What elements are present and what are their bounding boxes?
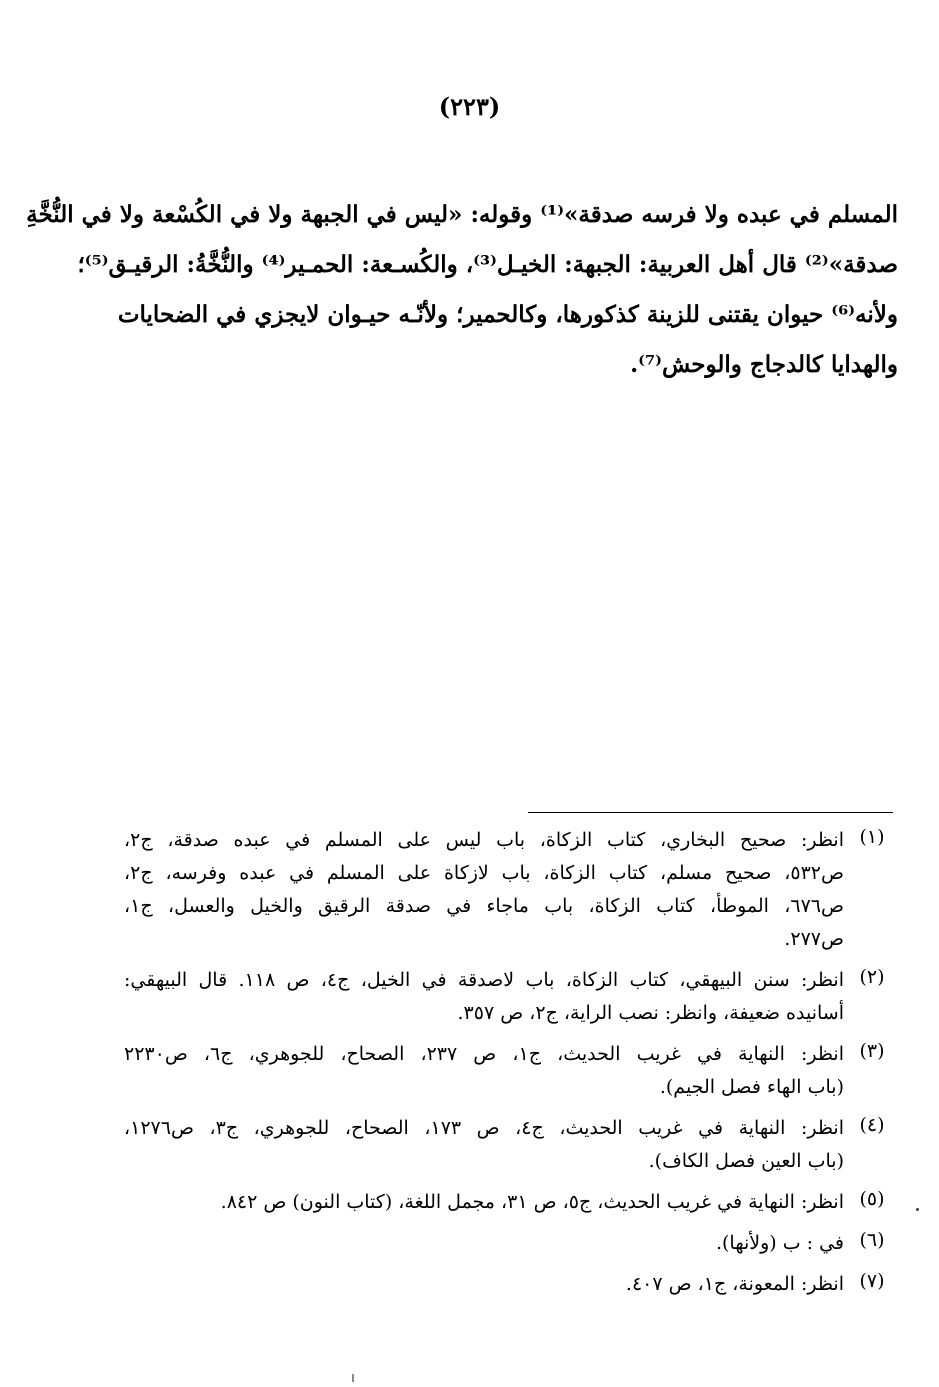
footnote-text bbox=[124, 1106, 844, 1178]
footnote-line: (باب الهاء فصل الجيم). bbox=[659, 1076, 844, 1098]
footnote-text bbox=[124, 958, 844, 1030]
footnote-1 bbox=[124, 818, 900, 956]
footnote-text bbox=[124, 1180, 844, 1219]
footnote-number: (٤) bbox=[859, 1114, 885, 1136]
footnote-number: (٥) bbox=[859, 1188, 885, 1210]
margin-dot bbox=[916, 1208, 919, 1211]
footnote-number: (٢) bbox=[859, 966, 885, 988]
footnote-line: أسانيده ضعيفة، وانظر: نصب الراية، ج٢، ص ٣٥٧. bbox=[457, 1002, 844, 1024]
footnote-4 bbox=[124, 1106, 900, 1178]
footnote-2 bbox=[124, 958, 900, 1030]
main-text-line: ولأنه⁽⁶⁾ حيوان يقتنى للزينة كذكورها، وكالحمير؛ ولأنّـه حيـوان لايجزي في الضحايات bbox=[117, 301, 898, 328]
footnote-number: (١) bbox=[859, 826, 885, 848]
footnote-text bbox=[124, 1221, 844, 1260]
footnote-line: انظر: النهاية في غريب الحديث، ج٥، ص ٣١، مجمل اللغة، (كتاب النون) ص ٨٤٢. bbox=[220, 1191, 844, 1213]
footnote-line: ص٢٧٧. bbox=[784, 928, 844, 950]
footnote-text bbox=[124, 1262, 844, 1301]
footnote-text bbox=[124, 1032, 844, 1104]
scan-speck bbox=[352, 1374, 354, 1382]
main-text bbox=[26, 194, 898, 394]
main-text-line: صدقة»⁽²⁾ قال أهل العربية: الجبهة: الخيـل⁽³⁾، والكُسـعة: الحمـير⁽⁴⁾ والنُّخَّةُ: الرقيـق⁽⁵⁾؛ bbox=[77, 251, 898, 278]
main-text-line: المسلم في عبده ولا فرسه صدقة»⁽¹⁾ وقوله: «ليس في الجبهة ولا في الكُسْعة ولا في النُّخَّةِ bbox=[26, 201, 898, 228]
footnote-line: ص٥٣٢، صحيح مسلم، كتاب الزكاة، باب لازكاة على المسلم في عبده وفرسه، ج٢، bbox=[124, 862, 844, 884]
footnote-line: في : ب (ولأنها). bbox=[715, 1232, 844, 1254]
footnote-line: (باب العين فصل الكاف). bbox=[648, 1150, 844, 1172]
footnote-number: (٦) bbox=[859, 1229, 885, 1251]
footnote-7 bbox=[124, 1262, 900, 1301]
footnote-text bbox=[124, 818, 844, 956]
page-number: (٢٢٣) bbox=[438, 92, 501, 121]
footnote-line: انظر: سنن البيهقي، كتاب الزكاة، باب لاصدقة في الخيل، ج٤، ص ١١٨. قال البيهقي: bbox=[124, 969, 845, 991]
footnote-line: انظر: صحيح البخاري، كتاب الزكاة، باب ليس على المسلم في عبده صدقة، ج٢، bbox=[124, 829, 844, 851]
footnote-line: ص٦٧٦، الموطأ، كتاب الزكاة، باب ماجاء في صدقة الرقيق والخيل والعسل، ج١، bbox=[124, 895, 844, 917]
footnote-line: انظر: النهاية في غريب الحديث، ج١، ص ٢٣٧، الصحاح، للجوهري، ج٦، ص٢٢٣٠ bbox=[124, 1043, 844, 1065]
footnote-line: انظر: النهاية في غريب الحديث، ج٤، ص ١٧٣، الصحاح، للجوهري، ج٣، ص١٢٧٦، bbox=[124, 1117, 844, 1139]
footnote-3 bbox=[124, 1032, 900, 1104]
footnote-6 bbox=[124, 1221, 900, 1260]
footnote-number: (٣) bbox=[859, 1040, 885, 1062]
footnote-line: انظر: المعونة، ج١، ص ٤٠٧. bbox=[625, 1273, 844, 1295]
footnote-5 bbox=[124, 1180, 900, 1219]
footnote-divider bbox=[528, 812, 893, 813]
footnotes bbox=[124, 818, 900, 1301]
main-text-line: والهدايا كالدجاج والوحش⁽⁷⁾. bbox=[630, 351, 898, 378]
footnote-number: (٧) bbox=[859, 1270, 885, 1292]
